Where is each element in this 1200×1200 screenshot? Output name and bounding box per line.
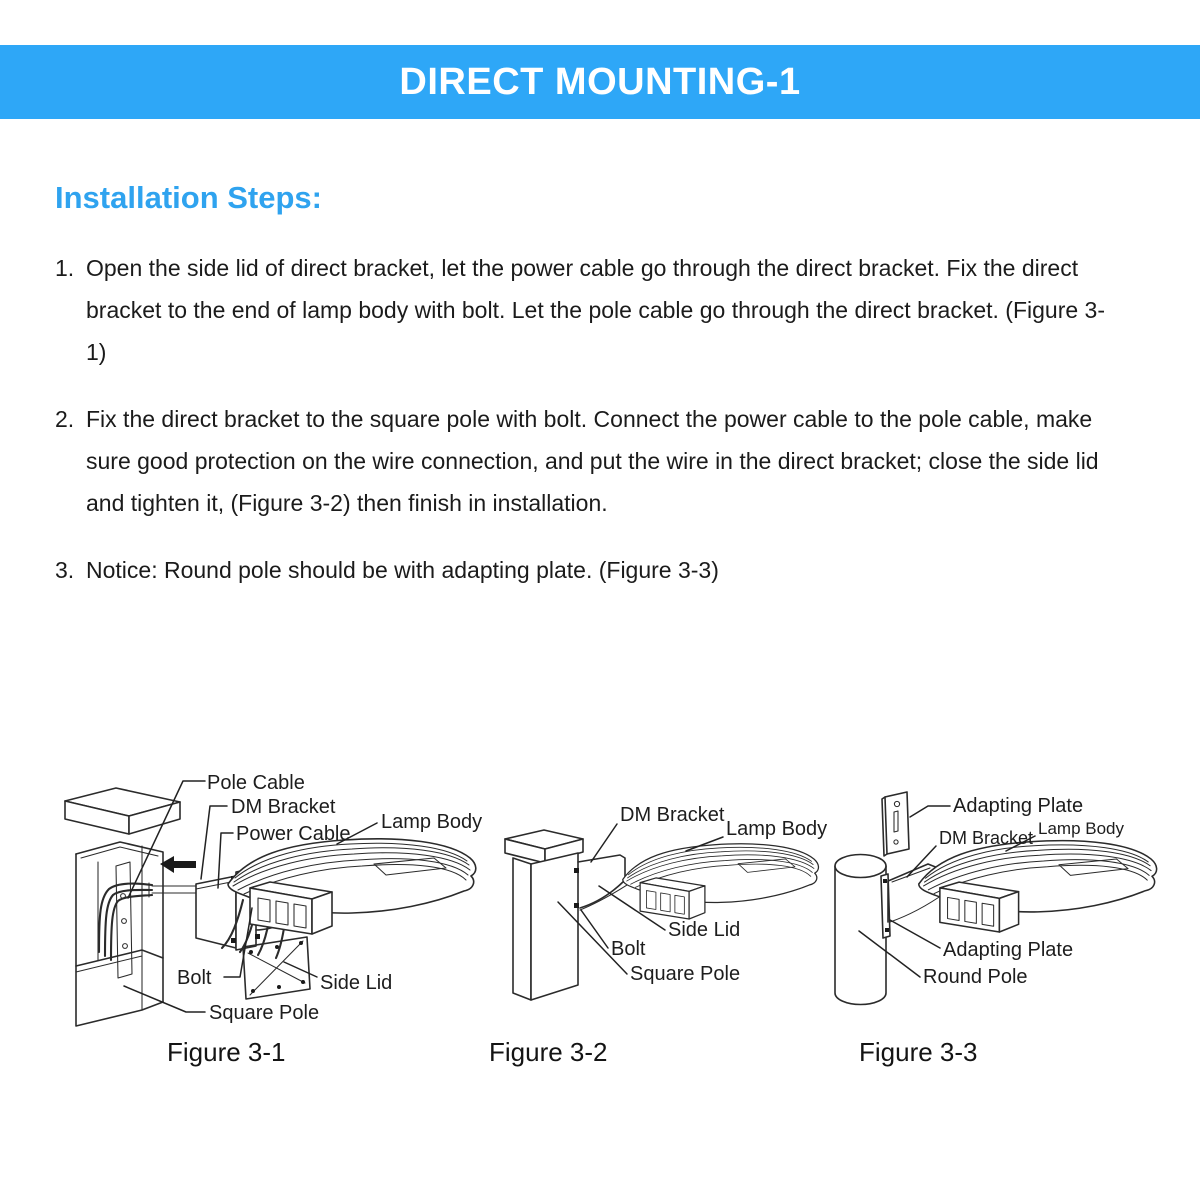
leader-line — [890, 920, 940, 948]
step-number: 1. — [55, 255, 75, 281]
lamp-body — [919, 841, 1157, 932]
step-item-2 — [55, 398, 1117, 524]
label-pole-cable: Pole Cable — [207, 772, 305, 794]
step-item-1 — [55, 247, 1117, 373]
step-text: Notice: Round pole should be with adapting plate. (Figure 3-3) — [86, 557, 719, 583]
figure-3-3-caption: Figure 3-3 — [859, 1037, 978, 1067]
leader-line — [581, 910, 608, 948]
page-title: DIRECT MOUNTING-1 — [399, 60, 801, 103]
label-side-lid: Side Lid — [668, 919, 741, 941]
figure-3-1-caption: Figure 3-1 — [167, 1037, 286, 1067]
label-dm-bracket: DM Bracket — [620, 804, 725, 826]
pole-cap — [65, 788, 180, 834]
step-number: 3. — [55, 557, 75, 583]
label-dm-bracket: DM Bracket — [231, 796, 336, 818]
label-adapting-plate-top: Adapting Plate — [953, 795, 1084, 817]
figure-3-2-drawing — [478, 795, 850, 1035]
bolt-mark — [231, 938, 236, 943]
label-bolt: Bolt — [177, 967, 212, 989]
step-text: Open the side lid of direct bracket, let the power cable go through the direct bracket. Fix the direct bracket to the end of lamp body with bolt. Let the pole cable go through the direct bracket. (Figure 3-1) — [86, 255, 1105, 365]
leader-line — [201, 806, 227, 879]
step-number: 2. — [55, 406, 75, 432]
bolt-mark — [574, 903, 579, 908]
label-round-pole: Round Pole — [923, 966, 1028, 988]
label-side-lid: Side Lid — [320, 972, 393, 994]
label-dm-bracket: DM Bracket — [939, 828, 1034, 848]
step-item-3 — [55, 549, 1117, 591]
direction-arrow-icon — [160, 856, 196, 873]
header-banner — [0, 45, 1200, 119]
leader-line — [910, 806, 950, 817]
label-adapting-plate-bottom: Adapting Plate — [943, 939, 1074, 961]
label-lamp-body: Lamp Body — [381, 811, 483, 833]
section-heading: Installation Steps: — [55, 180, 322, 215]
label-square-pole: Square Pole — [209, 1002, 320, 1024]
lamp-body — [623, 844, 819, 919]
steps-list — [55, 247, 1117, 616]
mounting-rod — [149, 881, 236, 897]
leader-line — [124, 986, 205, 1012]
label-power-cable: Power Cable — [236, 823, 351, 845]
lamp-body — [228, 839, 476, 934]
bolt-mark — [883, 879, 887, 883]
bolt-mark — [255, 934, 260, 939]
label-square-pole: Square Pole — [630, 963, 741, 985]
step-text: Fix the direct bracket to the square pole with bolt. Connect the power cable to the pole cable, make sure good protection on the wire connection, and put the wire in the direct bracket; close the side lid and tighten it, (Figure 3-2) then finish in installation. — [86, 406, 1099, 516]
round-pole — [835, 855, 886, 1005]
adapting-plate — [882, 792, 909, 856]
bolt-mark — [885, 928, 889, 932]
square-pole — [76, 842, 163, 1026]
bolt-mark — [574, 868, 579, 873]
figure-3-3-drawing — [823, 783, 1195, 1035]
figure-3-2-caption: Figure 3-2 — [489, 1037, 608, 1067]
figure-3-1-drawing — [55, 760, 505, 1035]
label-bolt: Bolt — [611, 938, 646, 960]
label-lamp-body: Lamp Body — [726, 818, 828, 840]
label-lamp-body: Lamp Body — [1038, 819, 1124, 838]
